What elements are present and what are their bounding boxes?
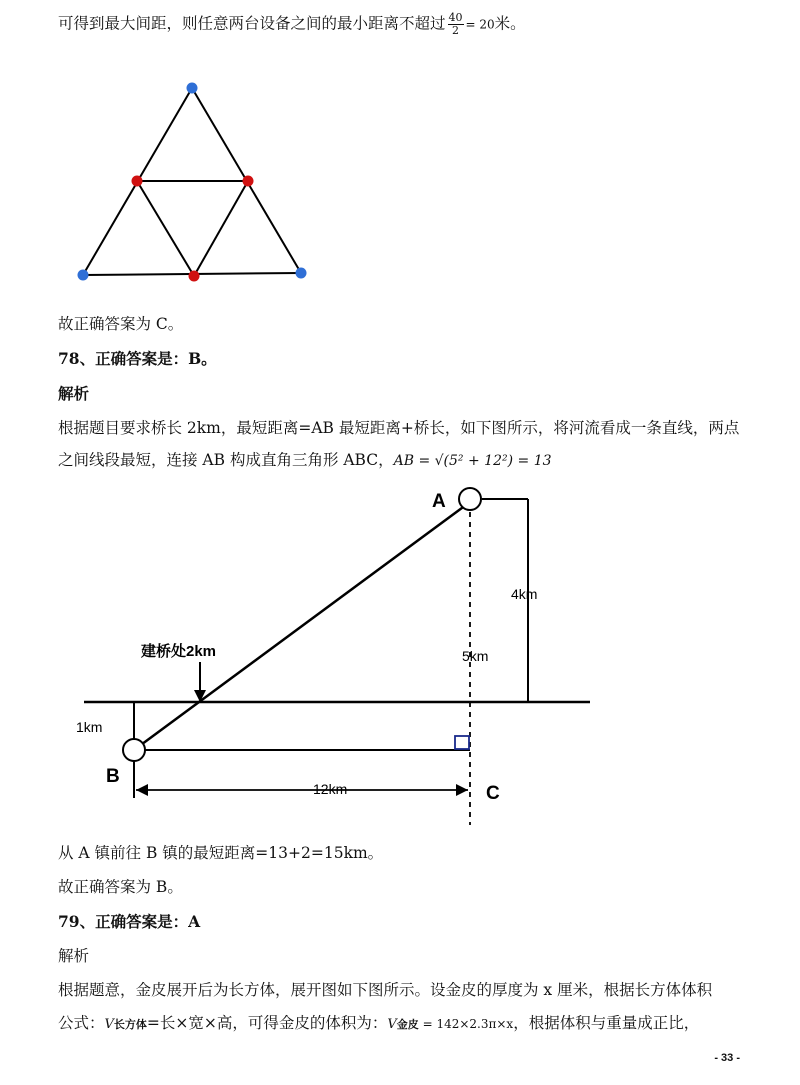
formula-v1-sub: 长方体 (113, 1018, 147, 1031)
answer-c: 故正确答案为 C。 (58, 315, 184, 333)
vertex-top-dot (187, 83, 198, 94)
analysis-79-line2 (58, 1012, 699, 1036)
formula-ab: AB = √(5² + 12²) = 13 (393, 453, 552, 469)
label-c: C (486, 783, 500, 804)
formula-tail: ，根据体积与重量成正比， (513, 1014, 700, 1032)
fraction-result: = 20 (465, 17, 495, 32)
vertex-right-dot (296, 268, 307, 279)
town-b-circle (123, 739, 145, 761)
midpoint-bottom-dot (189, 271, 200, 282)
shortest-distance-line: 从 A 镇前往 B 镇的最短距离=13+2=15km。 (58, 844, 384, 862)
label-a: A (432, 491, 446, 512)
label-b: B (106, 766, 120, 787)
formula-text: =长×宽×高，可得金皮的体积为： (146, 1014, 388, 1032)
vertex-left-dot (78, 270, 89, 281)
analysis-79-line1: 根据题意，金皮展开后为长方体，展开图如下图所示。设金皮的厚度为 x 厘米，根据长方体体积 (58, 981, 713, 999)
question-79-heading: 79、正确答案是：A (58, 912, 201, 931)
text-line1-a: 可得到最大间距，则任意两台设备之间的最小距离不超过 (58, 14, 446, 33)
midpoint-left-dot (132, 176, 143, 187)
label-1km: 1km (76, 719, 103, 735)
fraction-denominator: 2 (452, 24, 460, 37)
formula-v2: V (387, 1017, 397, 1032)
analysis-heading-79: 解析 (58, 947, 90, 965)
label-5km: 5km (462, 648, 489, 664)
analysis-78-line2-text: 之间线段最短，连接 AB 构成直角三角形 ABC， (58, 451, 394, 469)
analysis-78-line2 (58, 449, 552, 472)
page-number: - 33 - (714, 1052, 740, 1064)
question-78-heading: 78、正确答案是：B。 (58, 349, 217, 368)
label-bridge: 建桥处2km (141, 643, 217, 660)
bridge-diagram (0, 480, 800, 840)
label-12km: 12km (313, 781, 348, 797)
triangle-diagram (0, 0, 800, 300)
answer-b: 故正确答案为 B。 (58, 878, 183, 896)
analysis-heading-78: 解析 (58, 384, 90, 403)
fraction-numerator: 40 (448, 11, 463, 24)
right-angle-marker (455, 736, 469, 749)
label-4km: 4km (511, 586, 538, 602)
formula-volume: = 142×2.3π×x (418, 1017, 514, 1031)
formula-v2-sub: 金皮 (396, 1018, 419, 1031)
town-a-circle (459, 488, 481, 510)
formula-v1: V (104, 1017, 114, 1032)
analysis-78-line1: 根据题目要求桥长 2km，最短距离=AB 最短距离+桥长，如下图所示，将河流看成一条直线，两点 (58, 419, 740, 437)
text-line1-b: 米。 (494, 14, 526, 33)
formula-label: 公式： (58, 1014, 105, 1032)
midpoint-right-dot (243, 176, 254, 187)
